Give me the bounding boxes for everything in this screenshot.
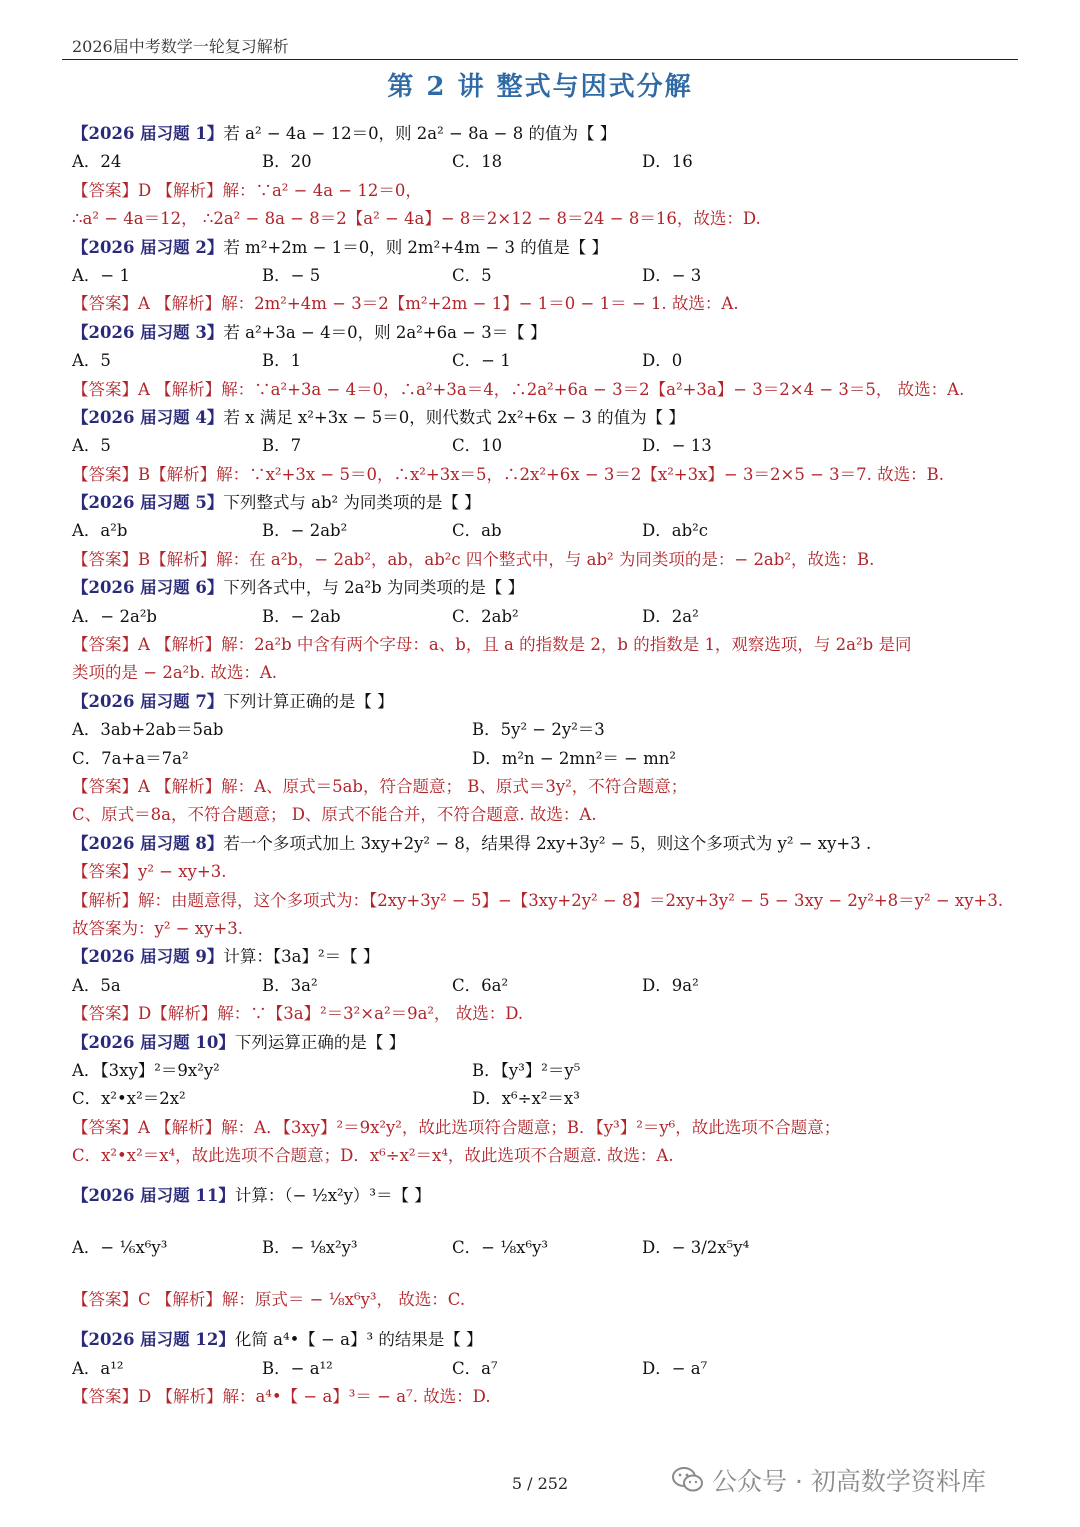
option: D．m²n − 2mn²＝ − mn² (472, 748, 677, 768)
options-row (72, 262, 1012, 290)
option: A．− 2a²b (72, 606, 157, 626)
question-line (72, 120, 1012, 148)
question-text: 若一个多项式加上 3xy+2y² − 8，结果得 2xy+3y² − 5，则这个多项式为 y² − xy+3 . (223, 833, 872, 853)
option: A．5a (72, 975, 121, 995)
option: D．0 (642, 351, 683, 371)
answer-line: 【答案】C 【解析】解：原式＝ − ⅛x⁶y³， 故选：C. (72, 1290, 466, 1310)
options-row (72, 148, 1012, 176)
option: B．【y³】²＝y⁵ (472, 1060, 581, 1080)
option: D．2a² (642, 606, 699, 626)
question-line (72, 830, 1012, 858)
options-row (72, 1222, 1012, 1274)
options-row (72, 432, 1012, 460)
option: C．x²•x²＝2x² (72, 1089, 186, 1109)
question-line (72, 234, 1012, 262)
page-number: 5 / 252 (511, 1474, 569, 1493)
question-line (72, 489, 1012, 517)
answer-line: 【答案】B【解析】解：在 a²b，− 2ab²，ab，ab²c 四个整式中，与 ab² 为同类项的是：− 2ab²，故选：B. (72, 549, 875, 569)
options-row (72, 603, 1012, 631)
option: D．ab²c (642, 521, 708, 541)
options-row (72, 347, 1012, 375)
option: A．a¹² (72, 1358, 124, 1378)
watermark (672, 1462, 986, 1498)
question-label: 【2026 届习题 5】 (72, 493, 224, 513)
option: C．5 (452, 265, 492, 285)
option: B．− a¹² (262, 1358, 333, 1378)
option: C．7a+a＝7a² (72, 748, 189, 768)
exercise-content (72, 120, 1012, 1412)
question-label: 【2026 届习题 11】 (72, 1186, 235, 1206)
question-line (72, 574, 1012, 602)
option: B．− 2ab² (262, 521, 348, 541)
question-label: 【2026 届习题 1】 (72, 124, 224, 143)
option: C．18 (452, 152, 503, 172)
answer-line: 类项的是 − 2a²b. 故选：A. (72, 663, 277, 683)
options-row (72, 1085, 1012, 1113)
question-line (72, 943, 1012, 971)
answer-line: 【答案】y² − xy+3. (72, 862, 227, 882)
answer-line: C、原式＝8a，不符合题意； D、原式不能合并，不符合题意. 故选：A. (72, 805, 597, 825)
option: B．5y² − 2y²＝3 (472, 720, 605, 740)
options-row (72, 972, 1012, 1000)
question-line (72, 1170, 1012, 1222)
question-label: 【2026 届习题 12】 (72, 1330, 235, 1350)
option: C．6a² (452, 975, 509, 995)
answer-line: 故答案为：y² − xy+3. (72, 918, 243, 938)
option: D．9a² (642, 975, 699, 995)
question-text: 若 x 满足 x²+3x − 5＝0，则代数式 2x²+6x − 3 的值为【 】 (223, 407, 685, 427)
question-text: 下列计算正确的是【 】 (223, 691, 394, 711)
answer-line: 【答案】D 【解析】解：∵a² − 4a − 12＝0， (72, 180, 422, 200)
option: D．− a⁷ (642, 1358, 708, 1378)
options-row (72, 745, 1012, 773)
option: A．a²b (72, 521, 128, 541)
option: C．− ⅛x⁶y³ (452, 1238, 549, 1258)
option: A．− ⅙x⁶y³ (72, 1238, 168, 1258)
answer-line: 【解析】解：由题意得，这个多项式为：【2xy+3y² − 5】−【3xy+2y² − 8】＝2xy+3y² − 5 − 3xy − 2y²+8＝y² − xy+3. (72, 890, 1004, 910)
answer-line: 【答案】A 【解析】解：A．【3xy】²＝9x²y²，故此选项符合题意；B．【y³】²＝y⁶，故此选项不合题意； (72, 1117, 841, 1137)
option: B．− 5 (262, 265, 321, 285)
running-header: 2026届中考数学一轮复习解析 (72, 37, 289, 56)
question-label: 【2026 届习题 2】 (72, 237, 224, 257)
header-divider (62, 59, 1018, 60)
option: C．2ab² (452, 606, 519, 626)
answer-line: 【答案】D 【解析】解：a⁴•【 − a】³＝ − a⁷. 故选：D. (72, 1387, 491, 1407)
option: A．24 (72, 152, 122, 172)
option: D．16 (642, 152, 693, 172)
option: B．− 2ab (262, 606, 341, 626)
option: B．− ⅛x²y³ (262, 1238, 358, 1258)
answer-line: ∴a² − 4a＝12， ∴2a² − 8a − 8＝2【a² − 4a】− 8＝2×12 − 8＝24 − 8＝16，故选：D. (72, 209, 761, 229)
answer-line: 【答案】A 【解析】解：A、原式＝5ab，符合题意； B、原式＝3y²，不符合题意； (72, 776, 688, 796)
options-row (72, 1355, 1012, 1383)
option: C．ab (452, 521, 502, 541)
question-text: 若 a²+3a − 4＝0，则 2a²+6a − 3＝【 】 (223, 322, 547, 342)
option: D．− 13 (642, 436, 712, 456)
option: A．− 1 (72, 265, 130, 285)
option: D．− 3/2x⁵y⁴ (642, 1238, 750, 1258)
question-label: 【2026 届习题 4】 (72, 407, 224, 427)
question-line (72, 404, 1012, 432)
wechat-icon (672, 1466, 704, 1494)
question-text: 若 a² − 4a − 12＝0，则 2a² − 8a − 8 的值为【 】 (223, 124, 617, 143)
option: C．10 (452, 436, 503, 456)
answer-line: 【答案】A 【解析】解：2a²b 中含有两个字母：a、b，且 a 的指数是 2，b 的指数是 1，观察选项，与 2a²b 是同 (72, 635, 912, 655)
option: D．− 3 (642, 265, 702, 285)
question-text: 计算：（− ½x²y）³＝【 】 (234, 1186, 431, 1206)
question-text: 下列运算正确的是【 】 (234, 1032, 406, 1052)
question-text: 若 m²+2m − 1＝0，则 2m²+4m − 3 的值是【 】 (223, 237, 608, 257)
option: C．− 1 (452, 351, 511, 371)
question-label: 【2026 届习题 10】 (72, 1032, 235, 1052)
answer-line: C．x²•x²＝x⁴，故此选项不合题意；D．x⁶÷x²＝x⁴，故此选项不合题意. 故选：A. (72, 1146, 674, 1166)
question-text: 计算：【3a】²＝【 】 (223, 947, 380, 967)
option: B．7 (262, 436, 302, 456)
option: A．5 (72, 351, 111, 371)
question-text: 下列整式与 ab² 为同类项的是【 】 (223, 493, 481, 513)
answer-line: 【答案】B【解析】解：∵x²+3x − 5＝0，∴x²+3x＝5，∴2x²+6x − 3＝2【x²+3x】− 3＝2×5 − 3＝7. 故选：B. (72, 464, 944, 484)
question-line (72, 1029, 1012, 1057)
options-row (72, 716, 1012, 744)
option: B．20 (262, 152, 312, 172)
question-text: 化简 a⁴•【 − a】³ 的结果是【 】 (234, 1330, 483, 1350)
answer-line: 【答案】A 【解析】解：∵a²+3a − 4＝0，∴a²+3a＝4，∴2a²+6a − 3＝2【a²+3a】− 3＝2×4 − 3＝5， 故选：A. (72, 379, 965, 399)
option: D．x⁶÷x²＝x³ (472, 1089, 580, 1109)
question-line (72, 1326, 1012, 1354)
question-label: 【2026 届习题 7】 (72, 691, 224, 711)
options-row (72, 517, 1012, 545)
answer-line: 【答案】A 【解析】解：2m²+4m − 3＝2【m²+2m − 1】− 1＝0 − 1＝ − 1. 故选：A. (72, 294, 739, 314)
question-text: 下列各式中，与 2a²b 为同类项的是【 】 (223, 578, 525, 598)
page-title: 第 2 讲 整式与因式分解 (387, 72, 693, 102)
question-label: 【2026 届习题 6】 (72, 578, 224, 598)
option: A．【3xy】²＝9x²y² (72, 1060, 220, 1080)
question-label: 【2026 届习题 3】 (72, 322, 224, 342)
answer-line: 【答案】D【解析】解：∵【3a】²＝3²×a²＝9a²， 故选：D. (72, 1004, 524, 1024)
question-line (72, 319, 1012, 347)
question-label: 【2026 届习题 9】 (72, 947, 224, 967)
option: A．5 (72, 436, 111, 456)
question-line (72, 688, 1012, 716)
option: C．a⁷ (452, 1358, 498, 1378)
watermark-text: 公众号 · 初高数学资料库 (712, 1467, 986, 1496)
question-label: 【2026 届习题 8】 (72, 833, 224, 853)
option: A．3ab+2ab＝5ab (72, 720, 224, 740)
option: B．3a² (262, 975, 318, 995)
options-row (72, 1057, 1012, 1085)
option: B．1 (262, 351, 302, 371)
